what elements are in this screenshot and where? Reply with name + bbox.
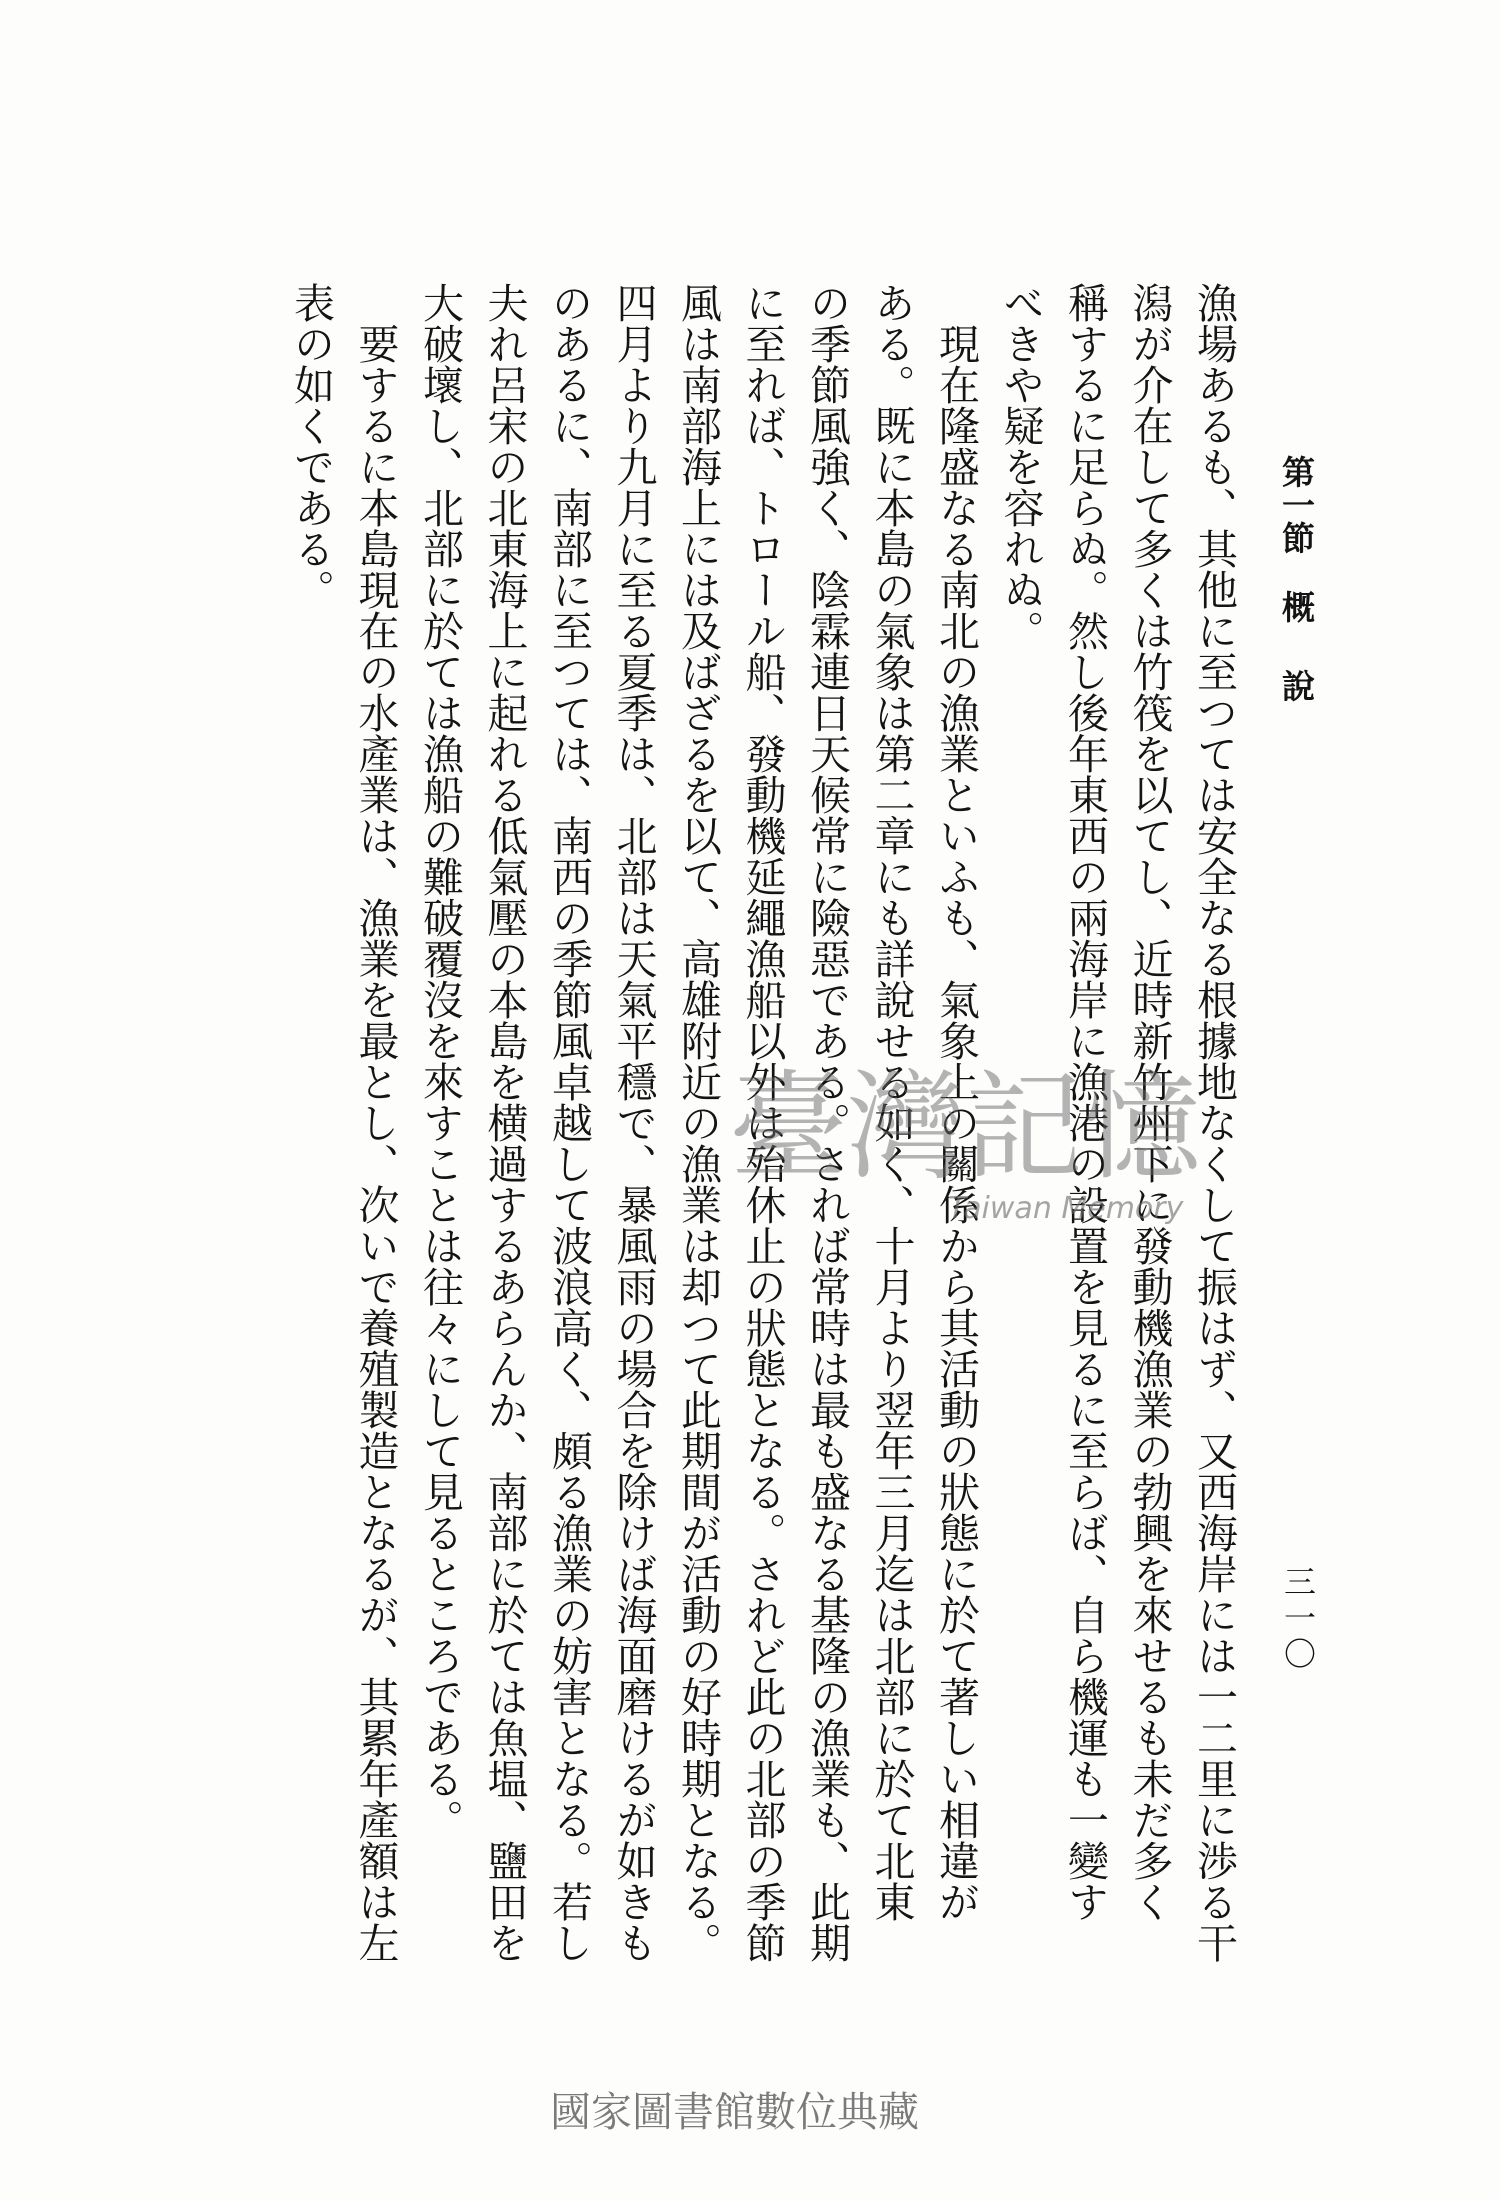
section-title: 概說 <box>1277 590 1316 748</box>
text-column: に至れば、トロール船、發動機延繩漁船以外は殆休止の狀態となる。されど此の北部の季節 <box>738 282 787 1963</box>
text-column: 大破壞し、北部に於ては漁船の難破覆沒を來すことは往々にして見るところである。 <box>416 282 464 1840</box>
text-column: 現在隆盛なる南北の漁業といふも、氣象上の關係から其活動の狀態に於て著しい相違が <box>932 323 980 1922</box>
watermark-subtitle: Taiwan Memory <box>948 1191 1184 1226</box>
text-column: 要するに本島現在の水產業は、漁業を最とし、次いで養殖製造となるが、其累年產額は左 <box>351 323 400 1963</box>
text-column: 四月より九月に至る夏季は、北部は天氣平穩で、暴風雨の場合を除けば海面磨けるが如きも <box>609 282 658 1963</box>
text-column: 風は南部海上には及ばざるを以て、高雄附近の漁業は却つて此期間が活動の好時期となる。 <box>674 282 722 1963</box>
collection-credit: 國家圖書館數位典藏 <box>550 2088 919 2136</box>
text-column: べきや疑を容れぬ。 <box>996 282 1045 651</box>
text-column: 夫れ呂宋の北東海上に起れる低氣壓の本島を横過するあらんか、南部に於ては魚塭、鹽田を <box>480 282 529 1963</box>
text-column: ある。既に本島の氣象は第二章にも詳說せる如く、十月より翌年三月迄は北部に於て北東 <box>867 282 916 1922</box>
text-column: のあるに、南部に至つては、南西の季節風卓越して波浪高く、頗る漁業の妨害となる。若し <box>545 282 593 1963</box>
page-number: 三一〇 <box>1279 1565 1317 1673</box>
text-column: の季節風強く、陰霖連日天候常に險惡である。されば常時は最も盛なる基隆の漁業も、此期 <box>803 282 851 1963</box>
section-number: 第一節 <box>1277 455 1316 554</box>
text-column: 潟が介在して多くは竹筏を以てし、近時新竹州下に發動機漁業の勃興を來せるも未だ多く <box>1125 282 1174 1922</box>
text-column: 稱するに足らぬ。然し後年東西の兩海岸に漁港の設置を見るに至らば、自ら機運も一變す <box>1061 282 1109 1922</box>
text-column: 表の如くである。 <box>287 282 335 610</box>
text-column: 漁場あるも、其他に至つては安全なる根據地なくして振はず、又西海岸には一二里に渉る干 <box>1190 282 1238 1963</box>
watermark-logo: 臺灣記憶 <box>729 1058 1202 1196</box>
